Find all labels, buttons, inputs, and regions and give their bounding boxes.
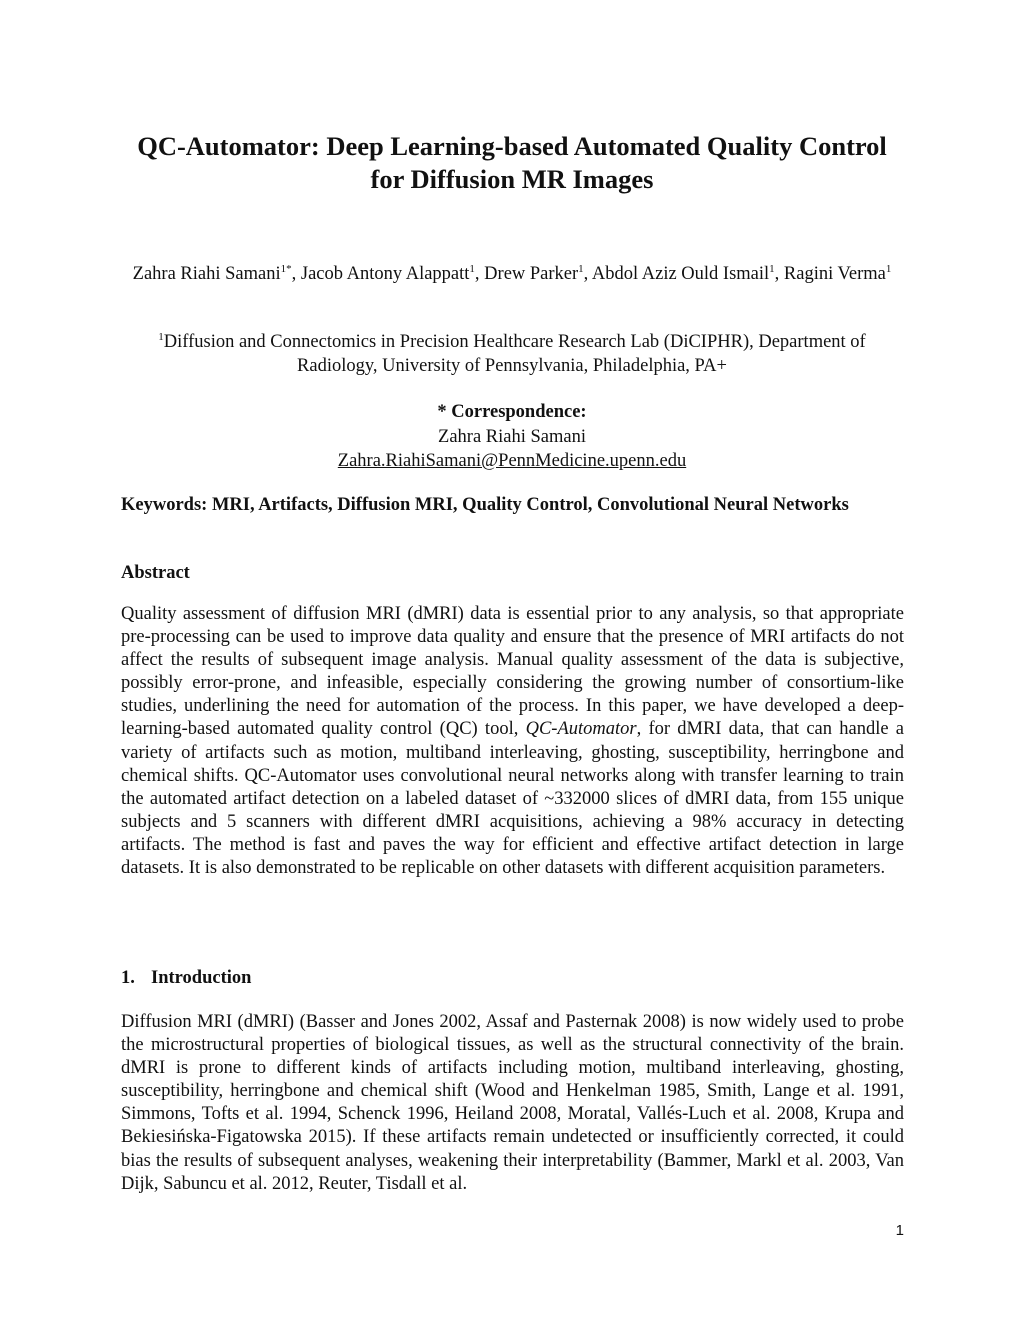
author-affiliation-mark: 1*: [280, 263, 292, 275]
author-name: , Drew Parker: [474, 264, 579, 284]
affiliation-text: Diffusion and Connectomics in Precision Healthcare Research Lab (DiCIPHR), Department of Radiology, University of Pennsylvania, Philadelphia, PA+: [163, 332, 866, 376]
author-affiliation-mark: 1: [885, 263, 892, 275]
section-number: 1.: [121, 968, 135, 988]
abstract-text-part-2: , for dMRI data, that can handle a variety of artifacts such as motion, multiband interleaving, ghosting, susceptibility, herringbone and chemical shifts. QC-Automator uses convolutional neural networks along with transfer learning to train the automated artifact detection on a labeled dataset of ~332000 slices of dMRI data, from 155 unique subjects and 5 scanners with different dMRI acquisitions, achieving a 98% accuracy in detecting artifacts. The method is fast and paves the way for efficient and effective artifact detection in large datasets. It is also demonstrated to be replicable on other datasets with different acquisition parameters.: [121, 719, 904, 879]
paper-title: [100, 130, 924, 196]
abstract-paragraph: [121, 603, 904, 880]
author-list: [120, 262, 904, 286]
keywords: Keywords: MRI, Artifacts, Diffusion MRI, Quality Control, Convolutional Neural Networks: [121, 495, 849, 515]
author-name: , Abdol Aziz Ould Ismail: [583, 264, 770, 284]
affiliation: [120, 330, 904, 378]
abstract-text-part-1: Quality assessment of diffusion MRI (dMRI) data is essential prior to any analysis, so that appropriate pre-processing can be used to improve data quality and ensure that the presence of MRI artifacts do not affect the results of subsequent image analysis. Manual quality assessment of the data is subjective, possibly error-prone, and infeasible, especially considering the growing number of consortium-like studies, underlining the need for automation of the process. In this paper, we have developed a deep-learning-based automated quality control (QC) tool,: [121, 604, 904, 740]
author-affiliation-mark: 1: [578, 263, 584, 275]
affiliation-mark: 1: [158, 331, 164, 343]
correspondence-email-link[interactable]: Zahra.RiahiSamani@PennMedicine.upenn.edu: [337, 451, 687, 471]
author-affiliation-mark: 1: [769, 263, 775, 275]
correspondence-name: Zahra Riahi Samani: [438, 426, 586, 447]
author-affiliation-mark: 1: [469, 263, 475, 275]
title-line-2: for Diffusion MR Images: [370, 164, 654, 194]
correspondence-block: [120, 400, 904, 474]
section-title: Introduction: [151, 968, 252, 988]
author-name: Zahra Riahi Samani: [132, 264, 281, 284]
section-heading-introduction: [121, 966, 251, 990]
correspondence-heading: * Correspondence:: [437, 402, 587, 422]
abstract-tool-name: QC-Automator: [525, 719, 637, 740]
abstract-heading: Abstract: [121, 563, 190, 583]
author-name: , Jacob Antony Alappatt: [291, 264, 470, 284]
author-name: , Ragini Verma: [774, 264, 886, 284]
page-number: 1: [895, 1222, 904, 1239]
introduction-paragraph: Diffusion MRI (dMRI) (Basser and Jones 2002, Assaf and Pasternak 2008) is now widely used to probe the microstructural properties of biological tissues, as well as the structural connectivity of the brain. dMRI is prone to different kinds of artifacts including motion, multiband interleaving, ghosting, susceptibility, herringbone and chemical shift (Wood and Henkelman 1985, Smith, Lange et al. 1991, Simmons, Tofts et al. 1994, Schenck 1996, Heiland 2008, Moratal, Vallés-Luch et al. 2008, Krupa and Bekiesińska-Figatowska 2015). If these artifacts remain undetected or insufficiently corrected, it could bias the results of subsequent analyses, weakening their interpretability (Bammer, Markl et al. 2003, Van Dijk, Sabuncu et al. 2012, Reuter, Tisdall et al.: [121, 1012, 904, 1194]
title-line-1: QC-Automator: Deep Learning-based Automated Quality Control: [137, 131, 887, 161]
